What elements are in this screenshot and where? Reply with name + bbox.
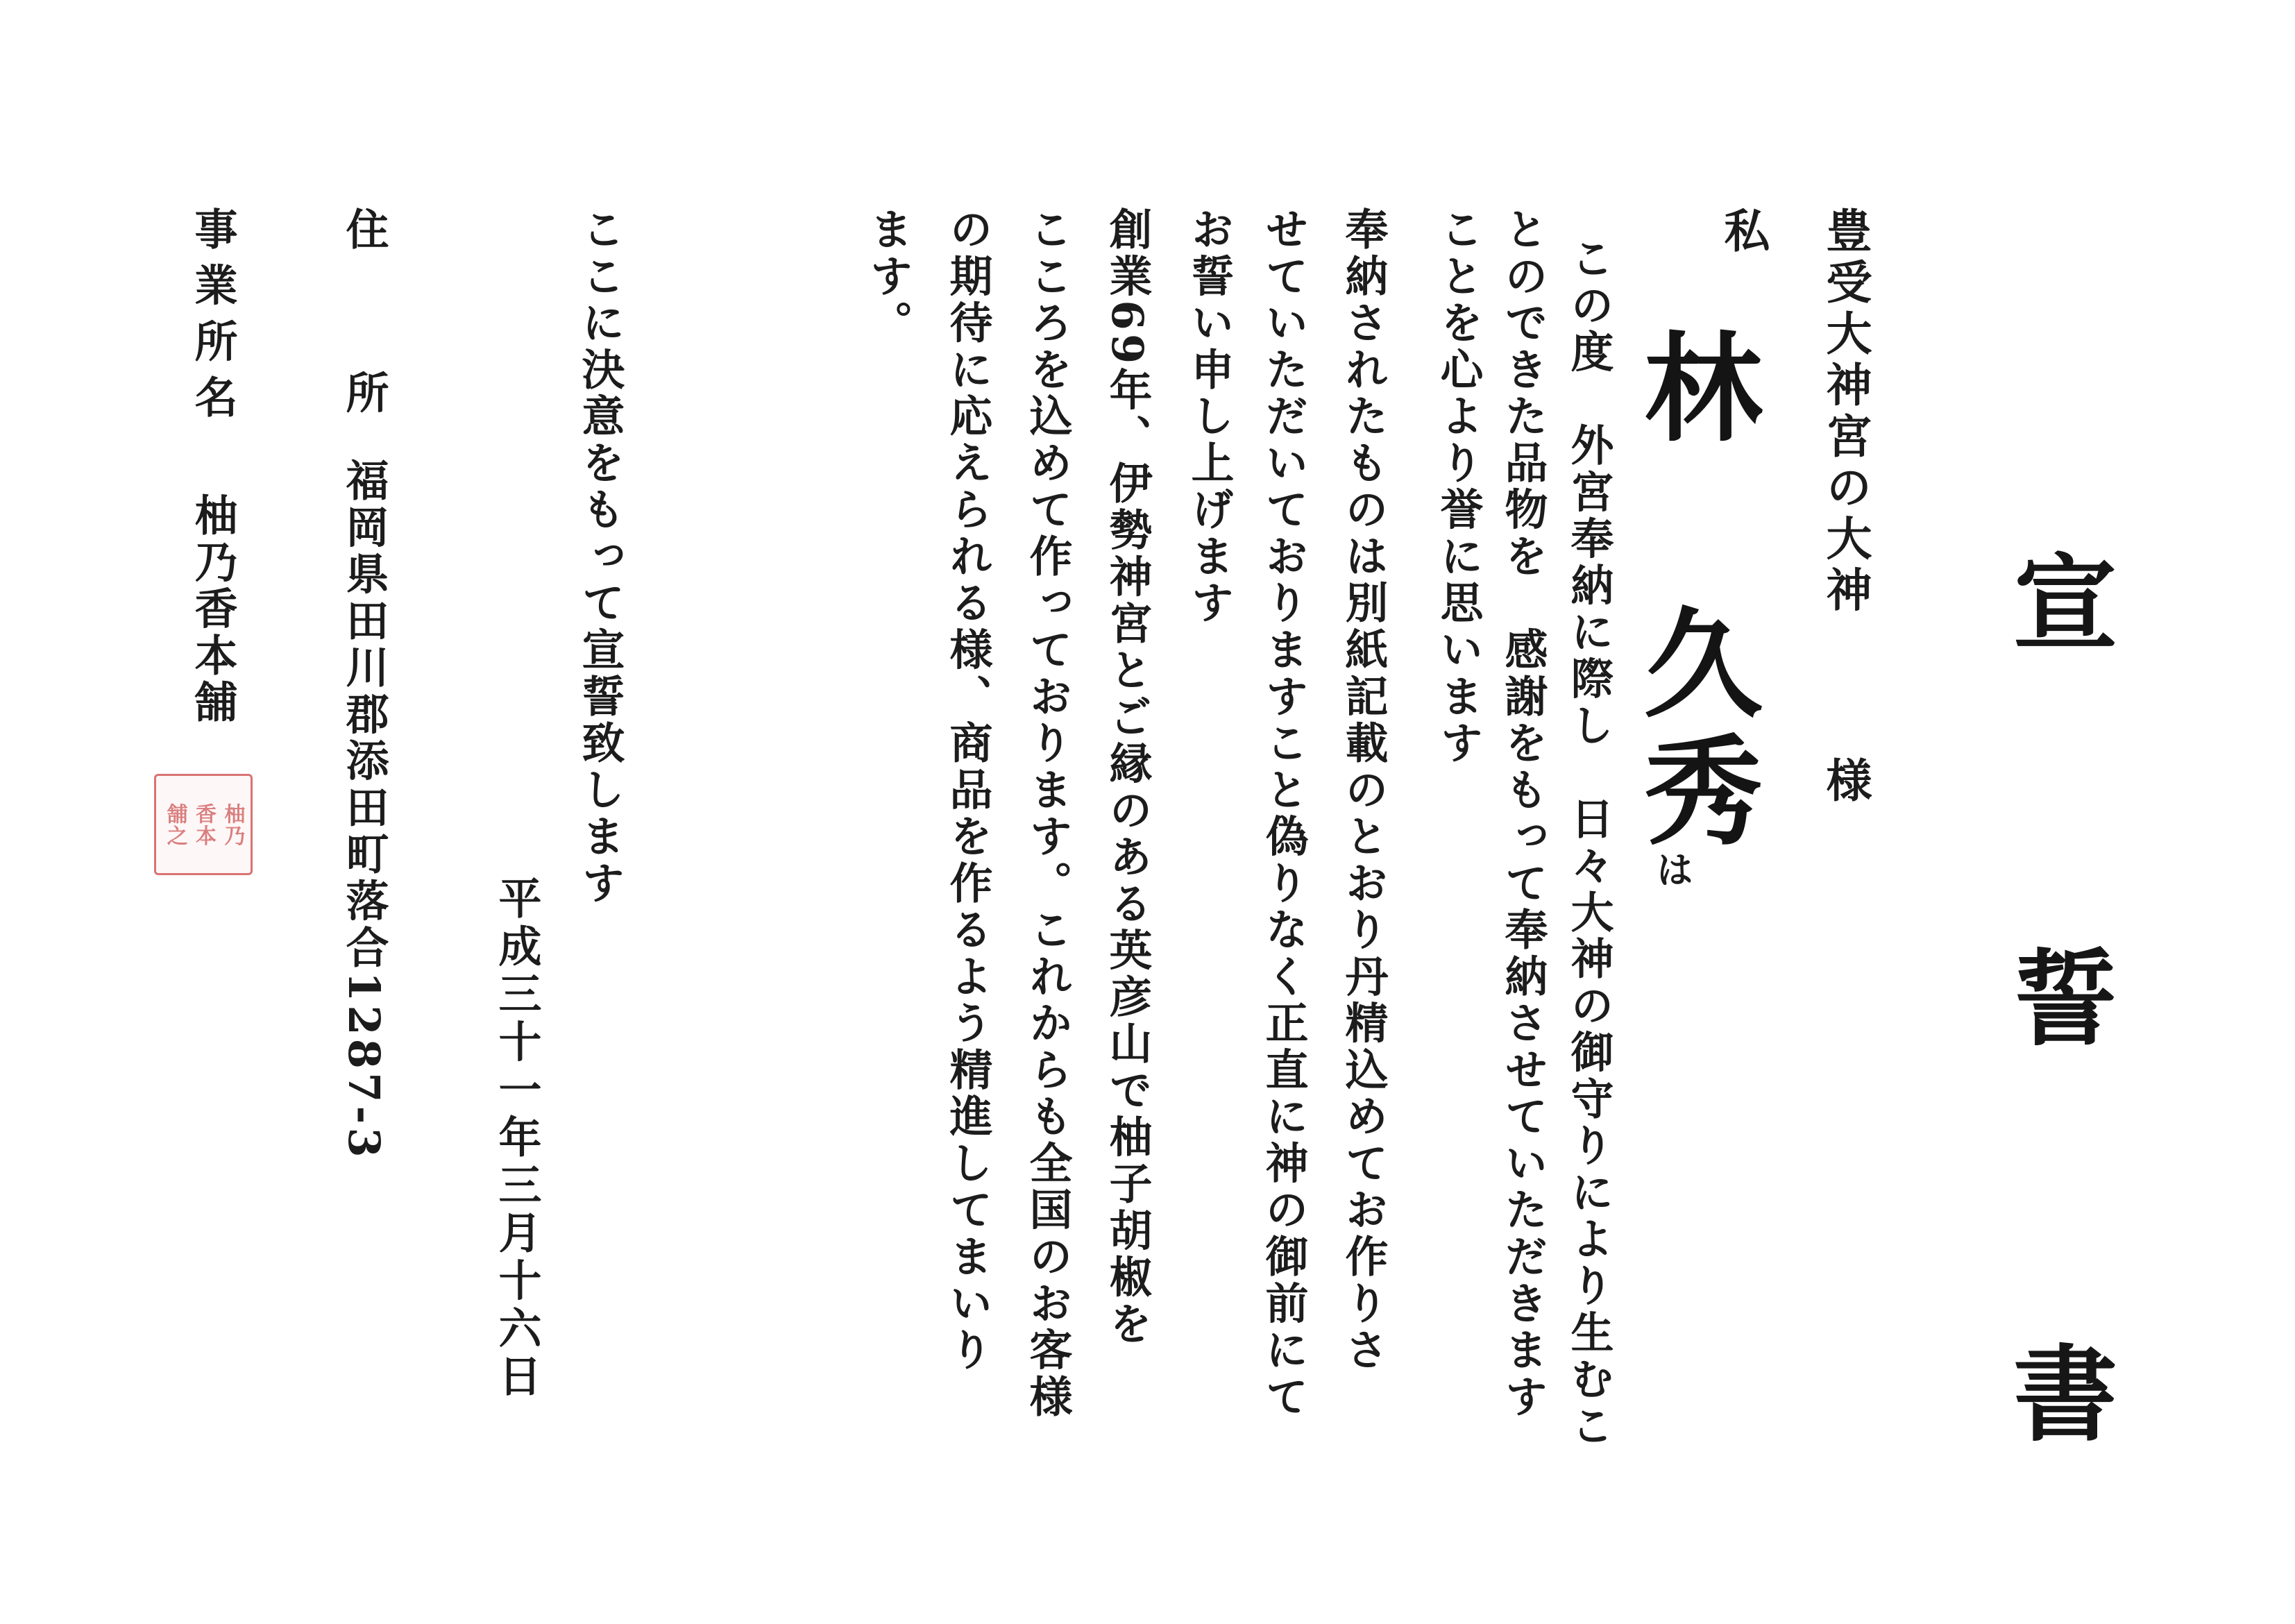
body-line-10: ます。 xyxy=(863,207,913,347)
business-label: 事業所名 xyxy=(187,207,238,431)
seal-line-3: 舗之 xyxy=(162,802,187,847)
body-line-2: とのできた品物を 感謝をもって奉納させていただきます xyxy=(1498,207,1548,1421)
seal-line-2: 香本 xyxy=(191,802,216,847)
closing-statement: ここに決意をもって宣誓致します xyxy=(575,207,625,908)
pledger-name: 林 久秀 xyxy=(1624,326,1763,857)
body-line-8: こころを込めて作っております。これからも全国のお客様 xyxy=(1022,207,1073,1421)
seal-line-1: 柚乃 xyxy=(220,802,245,847)
addressee: 豊受大神宮の大神 xyxy=(1818,207,1872,618)
body-line-5: せていただいておりますこと偽りなく正直に神の御前にて xyxy=(1258,207,1309,1421)
document-title: 宣 誓 書 xyxy=(1995,548,2117,1537)
body-line-1: この度 外宮奉納に際し 日々大神の御守りにより生むこ xyxy=(1564,236,1614,1450)
body-line-6: お誓い申し上げます xyxy=(1184,207,1235,627)
company-seal xyxy=(154,774,253,875)
body-line-4: 奉納されたものは別紙記載のとおり丹精込めてお作りさ xyxy=(1338,207,1389,1374)
address-value: 福岡県田川郡添田町落合1287-3 xyxy=(339,458,389,1162)
addressee-honorific: 様 xyxy=(1818,756,1872,805)
body-line-9: の期待に応えられる様、商品を作るよう精進してまいり xyxy=(942,207,993,1374)
body-line-3: ことを心より誉に思います xyxy=(1433,207,1484,768)
pledge-date: 平成三十一年三月十六日 xyxy=(491,876,542,1402)
pledger-prefix: 私 xyxy=(1716,207,1770,258)
address-label: 住 所 xyxy=(339,207,389,452)
business-value: 柚乃香本舗 xyxy=(187,493,238,727)
body-line-7: 創業69年、伊勢神宮とご縁のある英彦山で柚子胡椒を xyxy=(1102,207,1153,1348)
pledger-particle: は xyxy=(1650,850,1695,890)
